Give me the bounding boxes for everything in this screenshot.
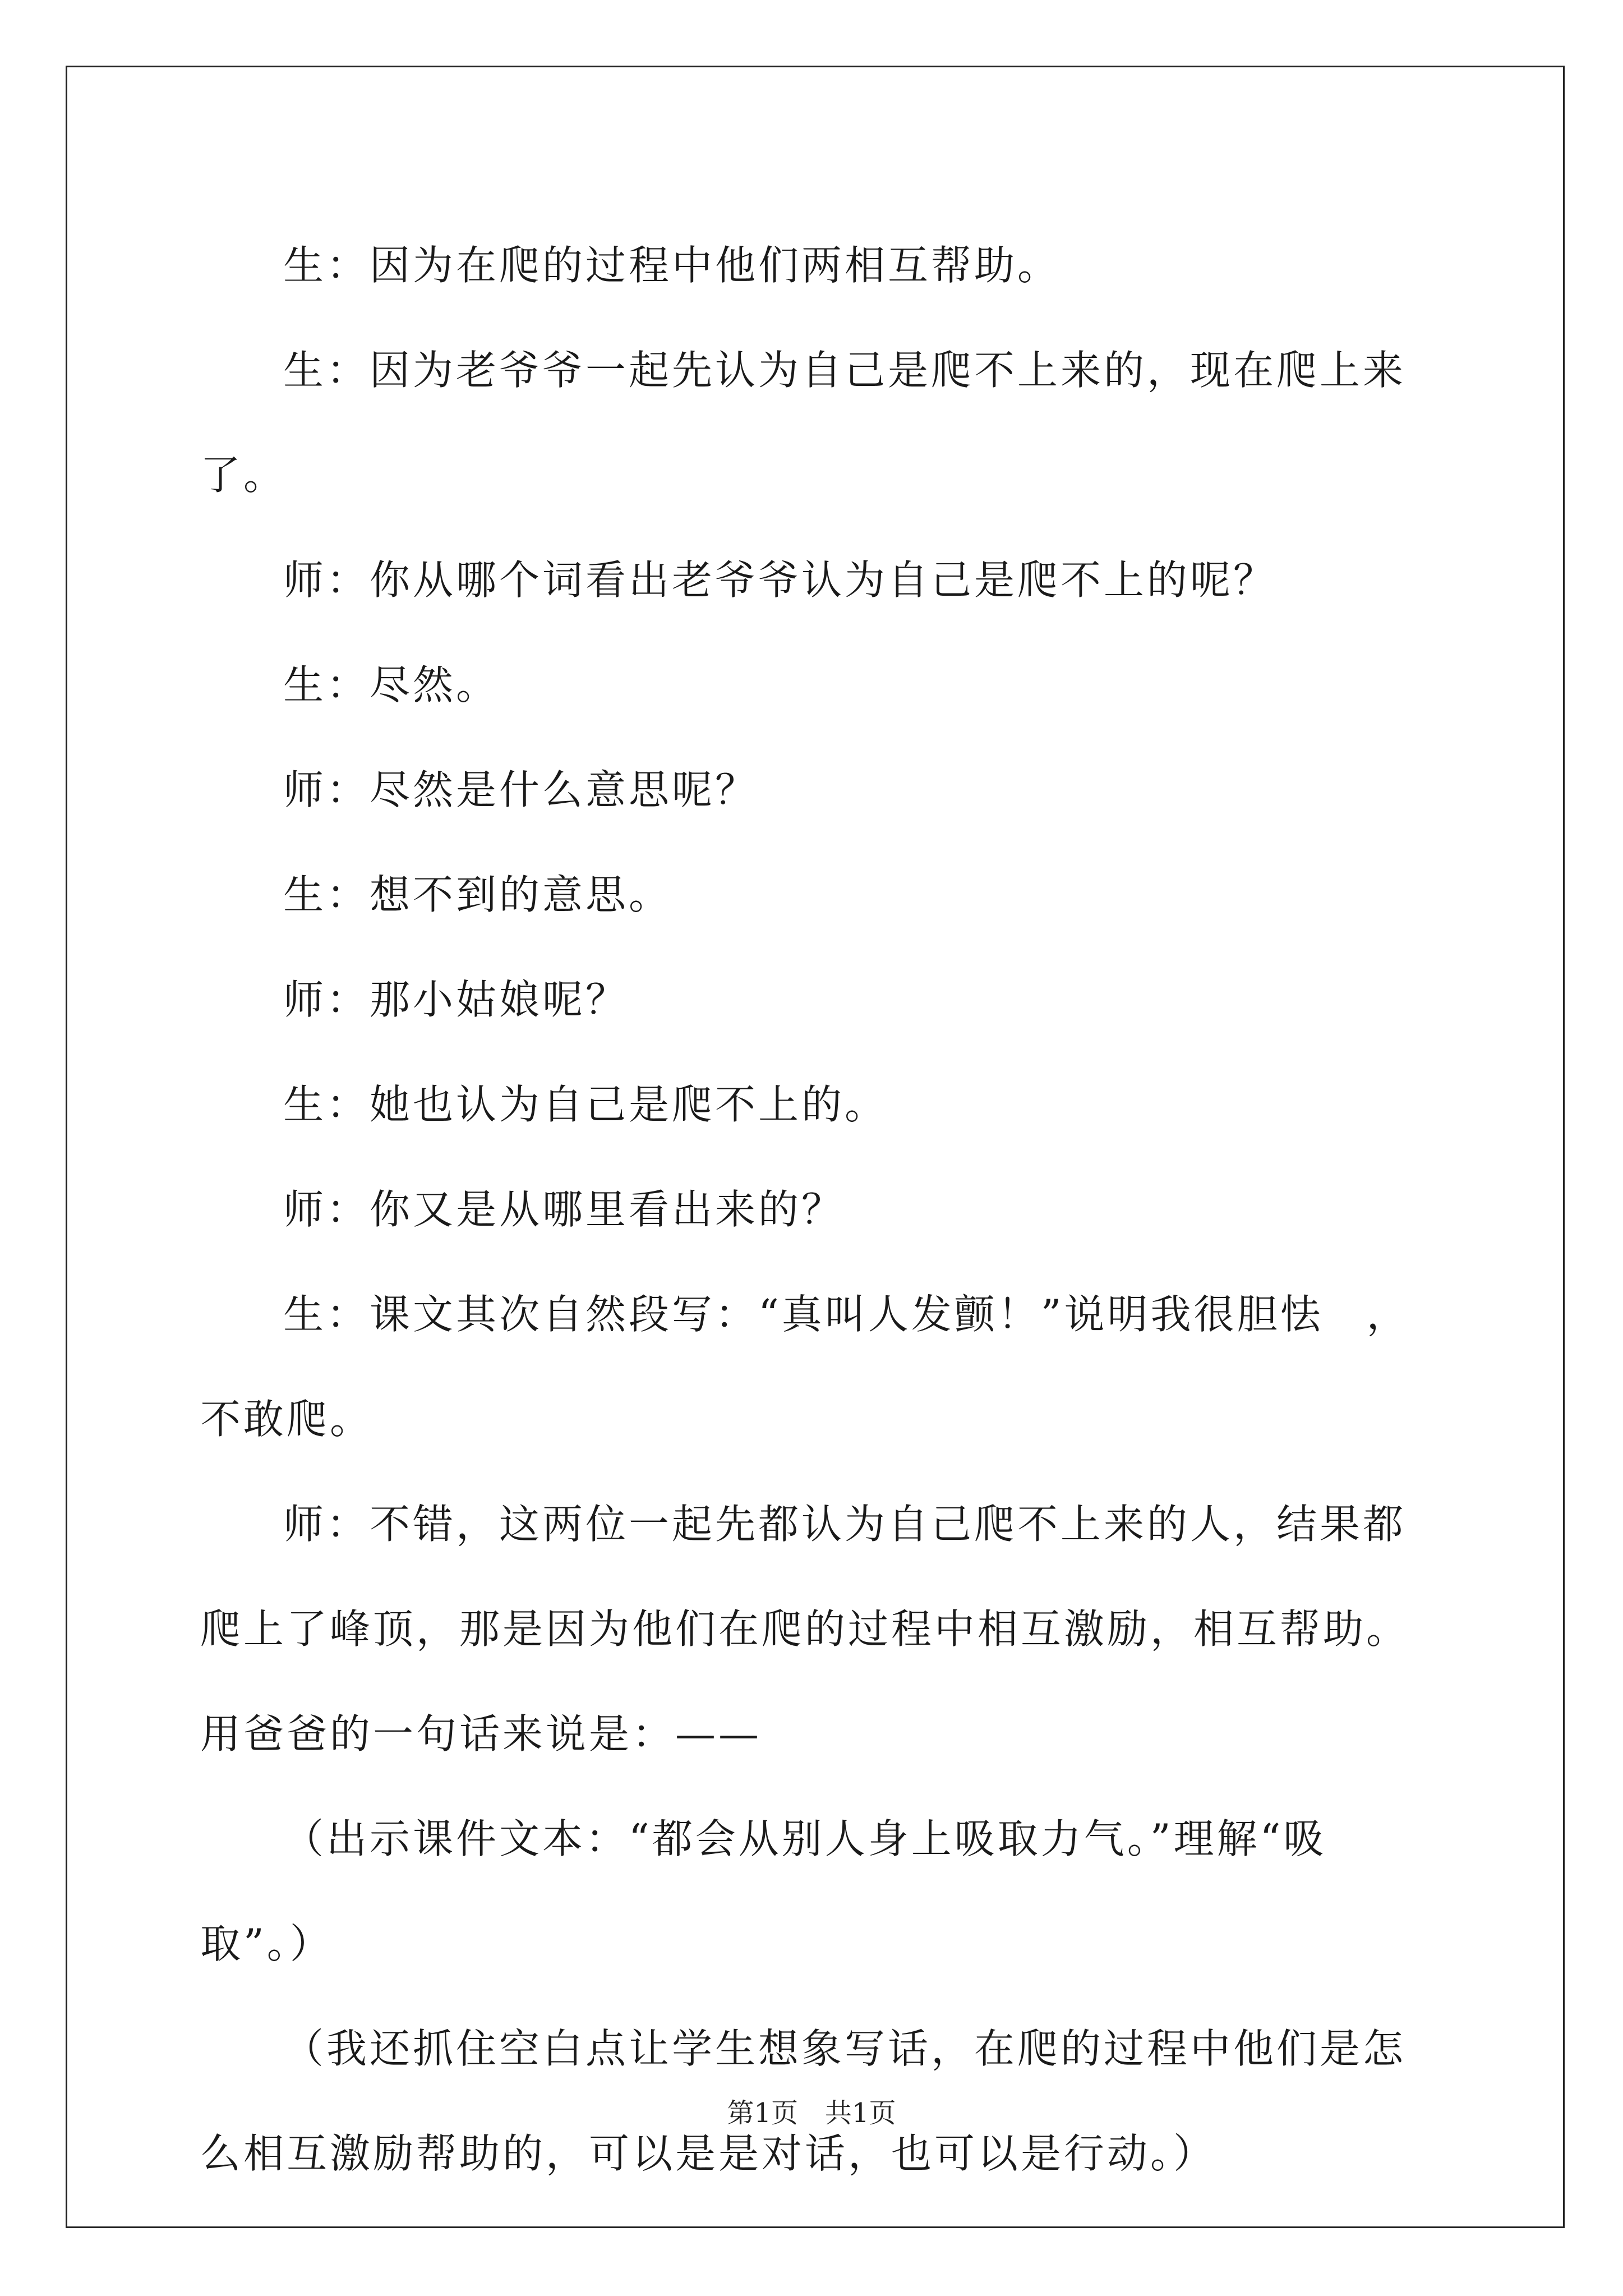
paragraph: （出示课件文本：“都会从别人身上吸取力气。”理解“吸取”。） <box>200 1815 1327 1967</box>
paragraph: 师：你又是从哪里看出来的？ <box>283 1186 845 1233</box>
paragraph: 师：尽然是什么意思呢？ <box>283 766 759 813</box>
paragraph: 生：因为老爷爷一起先认为自己是爬不上来的，现在爬上来了。 <box>200 347 1407 499</box>
paragraph: 生：因为在爬的过程中他们两相互帮助。 <box>283 242 1061 289</box>
paragraph: 师：你从哪个词看出老爷爷认为自己是爬不上的呢？ <box>283 556 1277 604</box>
paragraph: 生：课文其次自然段写：“真叫人发颤！”说明我很胆怯 ，不敢爬。 <box>200 1291 1410 1443</box>
paragraph: 生：她也认为自己是爬不上的。 <box>283 1081 888 1128</box>
page-number-footer: 第1页 共1页 <box>727 2097 896 2129</box>
paragraph: （我还抓住空白点让学生想象写话，在爬的过程中他们是怎么相互激励帮助的，可以是是对话，也可以是行动。） <box>200 2025 1407 2177</box>
paragraph: 生：尽然。 <box>283 661 500 708</box>
paragraph: 生：想不到的意思。 <box>283 871 672 918</box>
paragraph: 师：那小姑娘呢？ <box>283 976 629 1023</box>
document-body <box>200 213 1434 2206</box>
paragraph: 师：不错，这两位一起先都认为自己爬不上来的人，结果都爬上了峰顶，那是因为他们在爬的过程中相互激励，相互帮助。用爸爸的一句话来说是：—— <box>200 1501 1410 1757</box>
